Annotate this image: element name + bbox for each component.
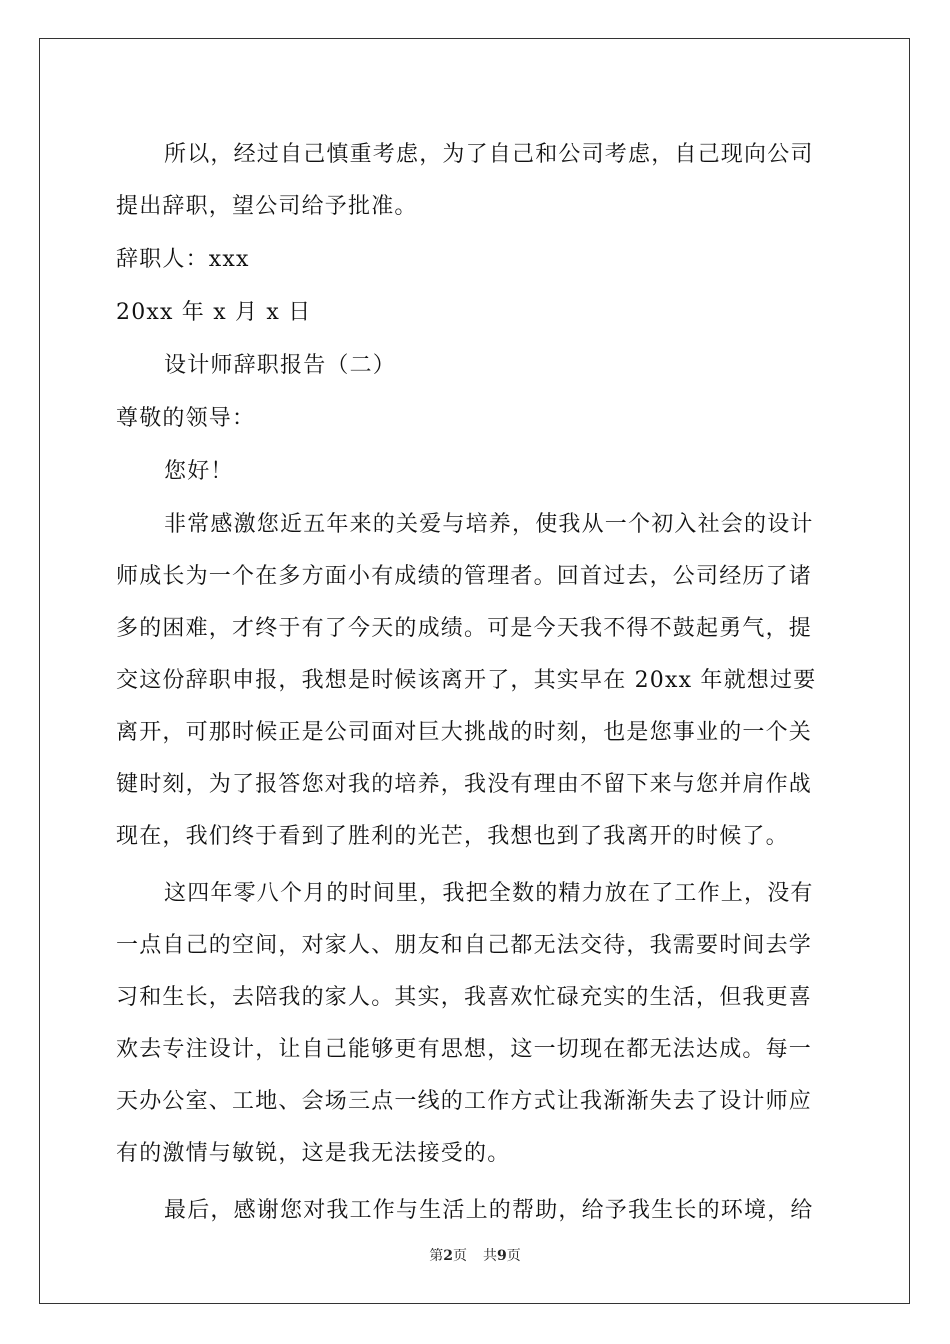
paragraph-line: 一点自己的空间，对家人、朋友和自己都无法交待，我需要时间去学	[116, 933, 813, 958]
paragraph-line: 多的困难，才终于有了今天的成绩。可是今天我不得不鼓起勇气，提	[116, 616, 813, 641]
page-footer	[0, 1245, 950, 1265]
paragraph-line: 师成长为一个在多方面小有成绩的管理者。回首过去，公司经历了诸	[116, 564, 813, 589]
paragraph-line: 键时刻，为了报答您对我的培养，我没有理由不留下来与您并肩作战	[116, 772, 813, 797]
section-title: 设计师辞职报告（二）	[164, 353, 397, 378]
paragraph-line: 这四年零八个月的时间里，我把全数的精力放在了工作上，没有	[164, 881, 814, 906]
greeting: 您好！	[164, 459, 234, 484]
salutation: 尊敬的领导：	[116, 406, 256, 431]
paragraph-line: 欢去专注设计，让自己能够更有思想，这一切现在都无法达成。每一	[116, 1037, 813, 1062]
paragraph-line: 所以，经过自己慎重考虑，为了自己和公司考虑，自己现向公司	[164, 142, 814, 167]
paragraph-line: 现在，我们终于看到了胜利的光芒，我想也到了我离开的时候了。	[116, 824, 789, 849]
signer-line: 辞职人：xxx	[116, 247, 250, 272]
paragraph-line: 最后，感谢您对我工作与生活上的帮助，给予我生长的环境，给	[164, 1198, 814, 1223]
document-body	[116, 129, 834, 1237]
paragraph-line: 习和生长，去陪我的家人。其实，我喜欢忙碌充实的生活，但我更喜	[116, 985, 813, 1010]
paragraph-line: 交这份辞职申报，我想是时候该离开了，其实早在 20xx 年就想过要	[116, 668, 817, 693]
paragraph-line: 有的激情与敏锐，这是我无法接受的。	[116, 1141, 511, 1166]
paragraph-line: 离开，可那时候正是公司面对巨大挑战的时刻，也是您事业的一个关	[116, 720, 813, 745]
page-prefix: 第	[429, 1248, 444, 1264]
page-number: 2	[443, 1248, 453, 1264]
paragraph-line: 非常感激您近五年来的关爱与培养，使我从一个初入社会的设计	[164, 512, 814, 537]
total-suffix: 页	[506, 1248, 521, 1264]
date-line: 20xx 年 x 月 x 日	[116, 300, 312, 325]
total-pages: 9	[497, 1248, 507, 1264]
paragraph-line: 天办公室、工地、会场三点一线的工作方式让我渐渐失去了设计师应	[116, 1089, 813, 1114]
total-prefix: 共	[483, 1248, 497, 1264]
page-suffix: 页	[453, 1248, 467, 1264]
paragraph-line: 提出辞职，望公司给予批准。	[116, 194, 418, 219]
